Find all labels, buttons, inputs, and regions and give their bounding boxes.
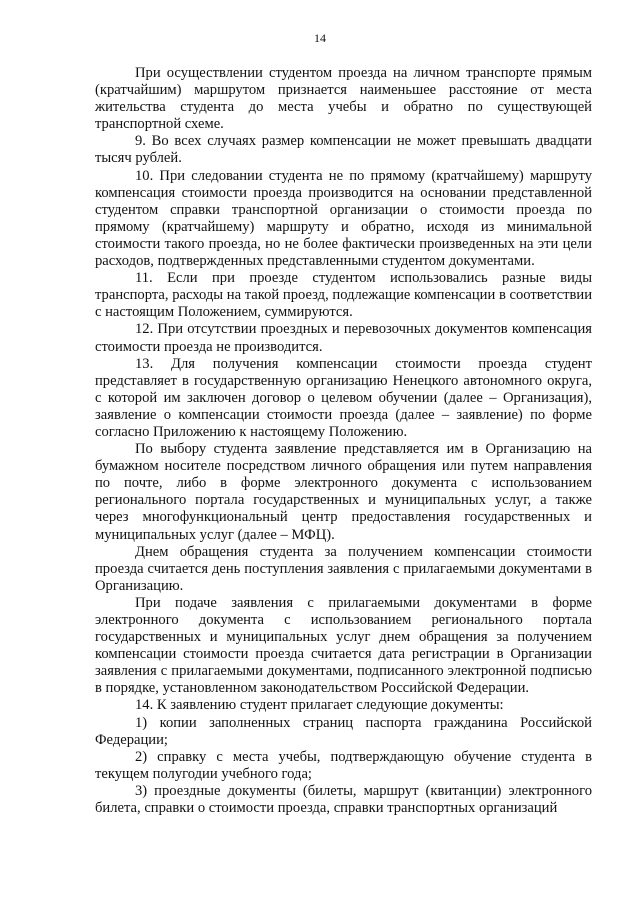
paragraph-submission-method: По выбору студента заявление представляется им в Организацию на бумажном носителе посредством личного обращения или путем направления по почте, либо в форме электронного документа с использованием регионального портала государственных и муниципальных услуг, а также через многофункциональный центр предоставления государственных и муниципальных услуг (далее – МФЦ).	[95, 441, 592, 543]
paragraph-item-11: 11. Если при проезде студентом использовались разные виды транспорта, расходы на такой проезд, подлежащие компенсации в соответствии с настоящим Положением, суммируются.	[95, 270, 592, 321]
document-body	[95, 65, 592, 817]
page-number: 14	[314, 31, 326, 45]
paragraph-item-9: 9. Во всех случаях размер компенсации не может превышать двадцати тысяч рублей.	[95, 133, 592, 167]
paragraph-transport-route: При осуществлении студентом проезда на личном транспорте прямым (кратчайшим) маршрутом признается наименьшее расстояние от места жительства студента до места учебы и обратно по существующей транспортной схеме.	[95, 65, 592, 133]
paragraph-application-day: Днем обращения студента за получением компенсации стоимости проезда считается день поступления заявления с прилагаемыми документами в Организацию.	[95, 543, 592, 594]
paragraph-item-14: 14. К заявлению студент прилагает следующие документы:	[135, 697, 504, 714]
paragraph-item-10: 10. При следовании студента не по прямому (кратчайшему) маршруту компенсация стоимости проезда производится на основании представленной студентом справки транспортной организации о стоимости проезда по прямому (кратчайшему) маршруту и обратно, исходя из минимальной стоимости такого проезда, но не более фактически произведенных на эти цели расходов, подтвержденных представленными студентом документами.	[95, 167, 592, 270]
paragraph-subitem-2: 2) справку с места учебы, подтверждающую обучение студента в текущем полугодии учебного года;	[95, 748, 592, 782]
paragraph-electronic-submission: При подаче заявления с прилагаемыми документами в форме электронного документа с использованием регионального портала государственных и муниципальных услуг днем обращения за получением компенсации стоимости проезда считается дата регистрации в Организации заявления с прилагаемыми документами, подписанного электронной подписью в порядке, установленном законодательством Российской Федерации.	[95, 594, 592, 697]
paragraph-item-12: 12. При отсутствии проездных и перевозочных документов компенсация стоимости проезда не производится.	[95, 321, 592, 355]
paragraph-item-13: 13. Для получения компенсации стоимости проезда студент представляет в государственную организацию Ненецкого автономного округа, с которой им заключен договор о целевом обучении (далее – Организация), заявление о компенсации стоимости проезда (далее – заявление) по форме согласно Приложению к настоящему Положению.	[95, 355, 592, 440]
paragraph-subitem-3: 3) проездные документы (билеты, маршрут (квитанции) электронного билета, справки о стоимости проезда, справки транспортных организаций	[95, 782, 592, 817]
paragraph-subitem-1: 1) копии заполненных страниц паспорта гражданина Российской Федерации;	[95, 714, 592, 748]
